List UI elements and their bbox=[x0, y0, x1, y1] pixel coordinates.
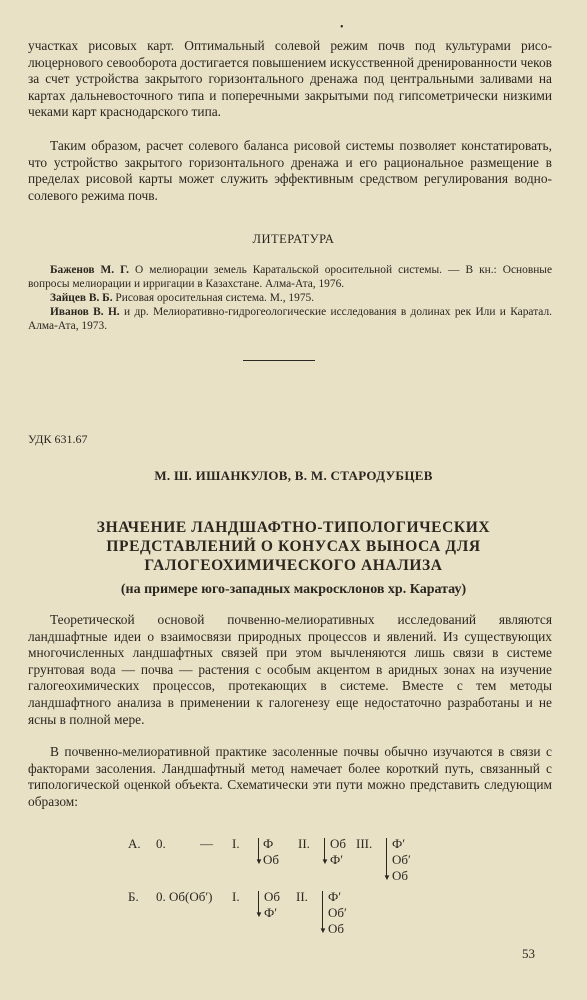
title-line: ПРЕДСТАВЛЕНИЙ О КОНУСАХ ВЫНОСА ДЛЯ bbox=[106, 538, 481, 555]
reference-text: Рисовая оросительная система. М., 1975. bbox=[112, 292, 315, 304]
reference-list bbox=[28, 263, 552, 333]
scheme-item: Об′ bbox=[328, 905, 347, 920]
reference-text: О мелиорации земель Каратальской оросительной системы. — В кн.: Основные вопросы мелиорации и ирригации в Казахстане. Алма-Ата, 1976. bbox=[28, 264, 553, 290]
scheme-item: Ф′ bbox=[264, 905, 278, 920]
title-line: ЗНАЧЕНИЕ ЛАНДШАФТНО-ТИПОЛОГИЧЕСКИХ bbox=[96, 519, 491, 536]
reference-item bbox=[28, 263, 552, 291]
scheme-item: Ф′ bbox=[328, 889, 342, 904]
scheme-stage-1: I. bbox=[232, 889, 240, 904]
paragraph-theory: Теоретической основой почвенно-мелиоративных исследований являются ландшафтные идеи о взаимосвязи природных процессов и явлений. Из существующих многочисленных ландшафтных связей при этом вычленяются лишь связи в системе грунтовая вода — почва — растения с особым акцентом в аридных зонах на изучение галогеохимических процессов, протекающих в системе. Вместе с тем методы ландшафтного анализа в применении к галогенезу еще недостаточно разработаны и не ясны в полной мере. bbox=[28, 612, 552, 727]
arrowhead-icon: ▼ bbox=[255, 910, 263, 919]
reference-item bbox=[28, 291, 552, 305]
page-number: 53 bbox=[522, 946, 535, 961]
reference-author: Иванов В. Н. bbox=[50, 306, 120, 318]
arrowhead-icon: ▼ bbox=[383, 873, 391, 882]
scheme-item: Об bbox=[263, 852, 280, 867]
reference-item bbox=[28, 305, 552, 333]
literature-heading: ЛИТЕРАТУРА bbox=[252, 232, 335, 246]
scheme-item: Ф bbox=[263, 836, 274, 851]
scheme-stage-3: III. bbox=[356, 836, 373, 851]
arrowhead-icon: ▼ bbox=[321, 857, 329, 866]
reference-author: Зайцев В. Б. bbox=[50, 292, 113, 304]
paragraph-practice: В почвенно-мелиоративной практике засоленные почвы обычно изучаются в связи с факторами засоления. Ландшафтный метод намечает более короткий путь, связанный с типологической оценкой объекта. Схематически эти пути можно представить следующим образом: bbox=[28, 744, 552, 809]
scheme-stage-1: I. bbox=[232, 836, 240, 851]
scheme-stage-2: II. bbox=[298, 836, 310, 851]
scheme-item: Об bbox=[392, 868, 409, 883]
scheme-label: Б. bbox=[128, 889, 139, 904]
scheme-dash: — bbox=[200, 836, 213, 851]
section-divider bbox=[243, 360, 315, 361]
scheme-item: Об bbox=[264, 889, 281, 904]
article-title bbox=[0, 518, 587, 575]
scheme-item: Ф′ bbox=[330, 852, 344, 867]
scheme-item: Ф′ bbox=[392, 836, 406, 851]
paragraph-salt-regime: участках рисовых карт. Оптимальный солевой режим почв под культурами рисо-люцернового севооборота достигается повышением искусственной дренированности чеков за счет устройства закрытого горизонтального дренажа под центральными заливами на картах дальневосточного типа и поперечными закрытыми под гипсометрически низкими чеками карт краснодарского типа. bbox=[28, 38, 552, 120]
arrowhead-icon: ▼ bbox=[255, 857, 263, 866]
scheme-stage-2: II. bbox=[296, 889, 308, 904]
article-authors: М. Ш. ИШАНКУЛОВ, В. М. СТАРОДУБЦЕВ bbox=[154, 468, 433, 483]
paragraph-conclusion: Таким образом, расчет солевого баланса рисовой системы позволяет констатировать, что устройство закрытого горизонтального дренажа и его рациональное размещение в пределах рисовой карты может служить эффективным средством регулирования водно-солевого режима почв. bbox=[28, 138, 552, 203]
scheme-item: Об bbox=[328, 921, 345, 936]
ink-dot: • bbox=[340, 22, 344, 33]
arrowhead-icon: ▼ bbox=[319, 926, 327, 935]
down-arrow-icon bbox=[386, 838, 387, 878]
article-subtitle: (на примере юго-западных макросклонов хр. Каратау) bbox=[120, 582, 467, 597]
scheme-stage-zero: 0. bbox=[156, 836, 166, 851]
udk-code: УДК 631.67 bbox=[28, 432, 88, 446]
down-arrow-icon bbox=[322, 891, 323, 931]
scheme-item: Об bbox=[330, 836, 347, 851]
scheme-stage-zero: 0. Об(Об′) bbox=[156, 889, 213, 904]
reference-text: и др. Мелиоративно-гидрогеологические исследования в долинах рек Или и Каратал. Алма-Ата, 1973. bbox=[28, 306, 552, 332]
title-line: ГАЛОГЕОХИМИЧЕСКОГО АНАЛИЗА bbox=[144, 557, 443, 574]
scheme-label: А. bbox=[128, 836, 141, 851]
reference-author: Баженов М. Г. bbox=[50, 264, 129, 276]
scheme-item: Об′ bbox=[392, 852, 411, 867]
